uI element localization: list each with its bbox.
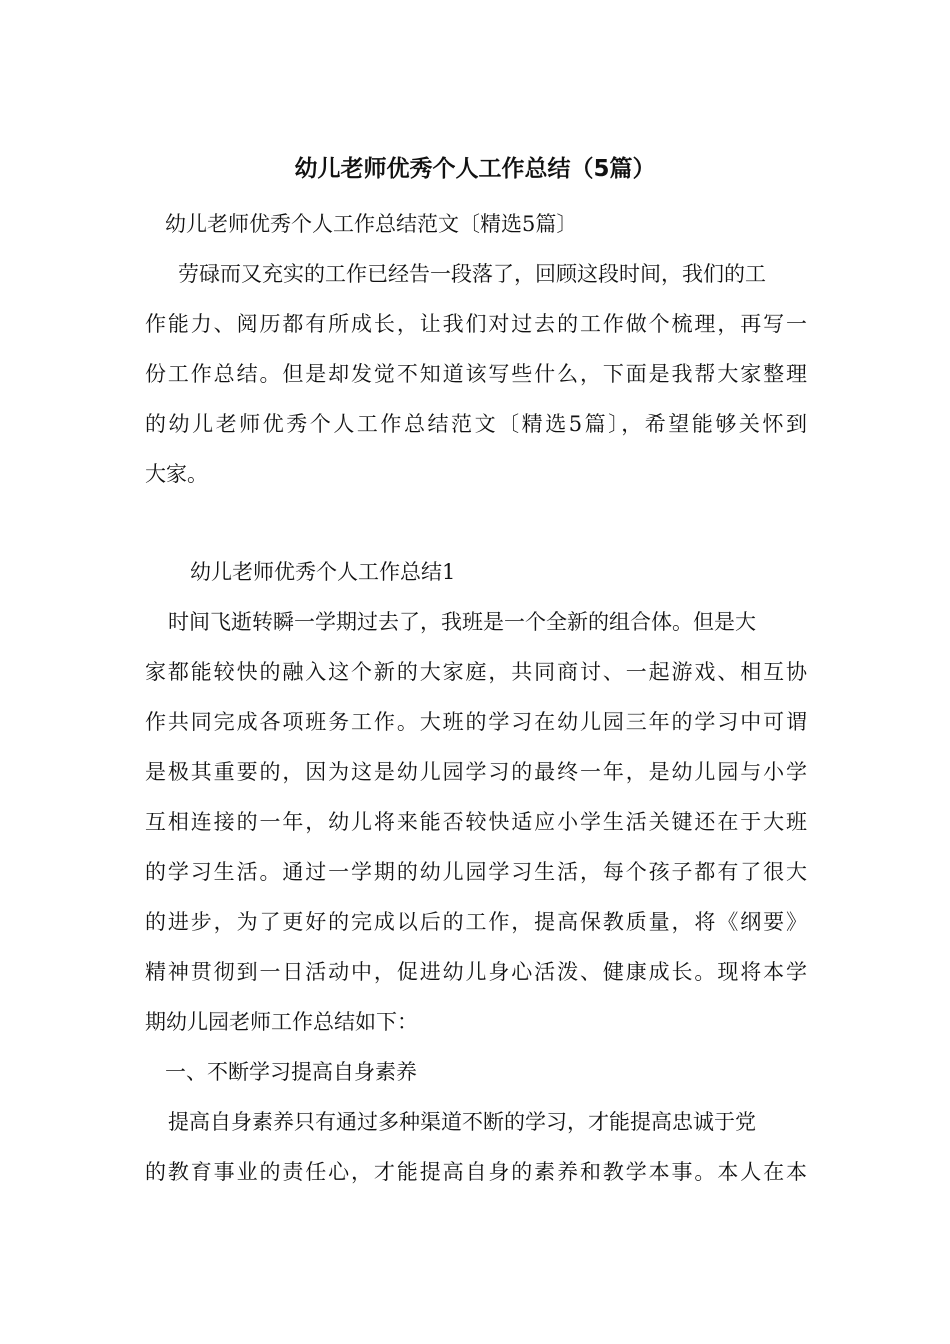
intro-line-4: 的幼儿老师优秀个人工作总结范文〔精选5篇〕，希望能够关怀到 — [145, 412, 807, 436]
section1-line-5: 互相连接的一年，幼儿将来能否较快适应小学生活关键还在于大班 — [145, 810, 807, 834]
sub1-line-1: 提高自身素养只有通过多种渠道不断的学习，才能提高忠诚于党 — [168, 1110, 756, 1134]
section1-line-4: 是极其重要的，因为这是幼儿园学习的最终一年，是幼儿园与小学 — [145, 760, 807, 784]
section1-line-3: 作共同完成各项班务工作。大班的学习在幼儿园三年的学习中可谓 — [145, 710, 807, 734]
sub1-line-2: 的教育事业的责任心，才能提高自身的素养和教学本事。本人在本 — [145, 1160, 807, 1184]
section1-heading: 幼儿老师优秀个人工作总结1 — [190, 560, 456, 584]
section1-line-8: 精神贯彻到一日活动中，促进幼儿身心活泼、健康成长。现将本学 — [145, 960, 807, 984]
section1-line-2: 家都能较快的融入这个新的大家庭，共同商讨、一起游戏、相互协 — [145, 660, 807, 684]
document-subtitle: 幼儿老师优秀个人工作总结范文〔精选5篇〕 — [165, 212, 578, 236]
section1-line-6: 的学习生活。通过一学期的幼儿园学习生活，每个孩子都有了很大 — [145, 860, 807, 884]
document-title: 幼儿老师优秀个人工作总结（5篇） — [294, 156, 656, 182]
intro-line-5: 大家。 — [145, 462, 208, 486]
section1-line-7: 的进步，为了更好的完成以后的工作，提高保教质量，将《纲要》 — [145, 910, 807, 934]
intro-line-1: 劳碌而又充实的工作已经告一段落了，回顾这段时间，我们的工 — [178, 262, 766, 286]
intro-line-3: 份工作总结。但是却发觉不知道该写些什么，下面是我帮大家整理 — [145, 362, 807, 386]
intro-line-2: 作能力、阅历都有所成长，让我们对过去的工作做个梳理，再写一 — [145, 312, 807, 336]
section1-line-9: 期幼儿园老师工作总结如下： — [145, 1010, 418, 1034]
section1-line-1: 时间飞逝转瞬一学期过去了，我班是一个全新的组合体。但是大 — [168, 610, 756, 634]
subheading-1: 一、不断学习提高自身素养 — [165, 1060, 417, 1084]
